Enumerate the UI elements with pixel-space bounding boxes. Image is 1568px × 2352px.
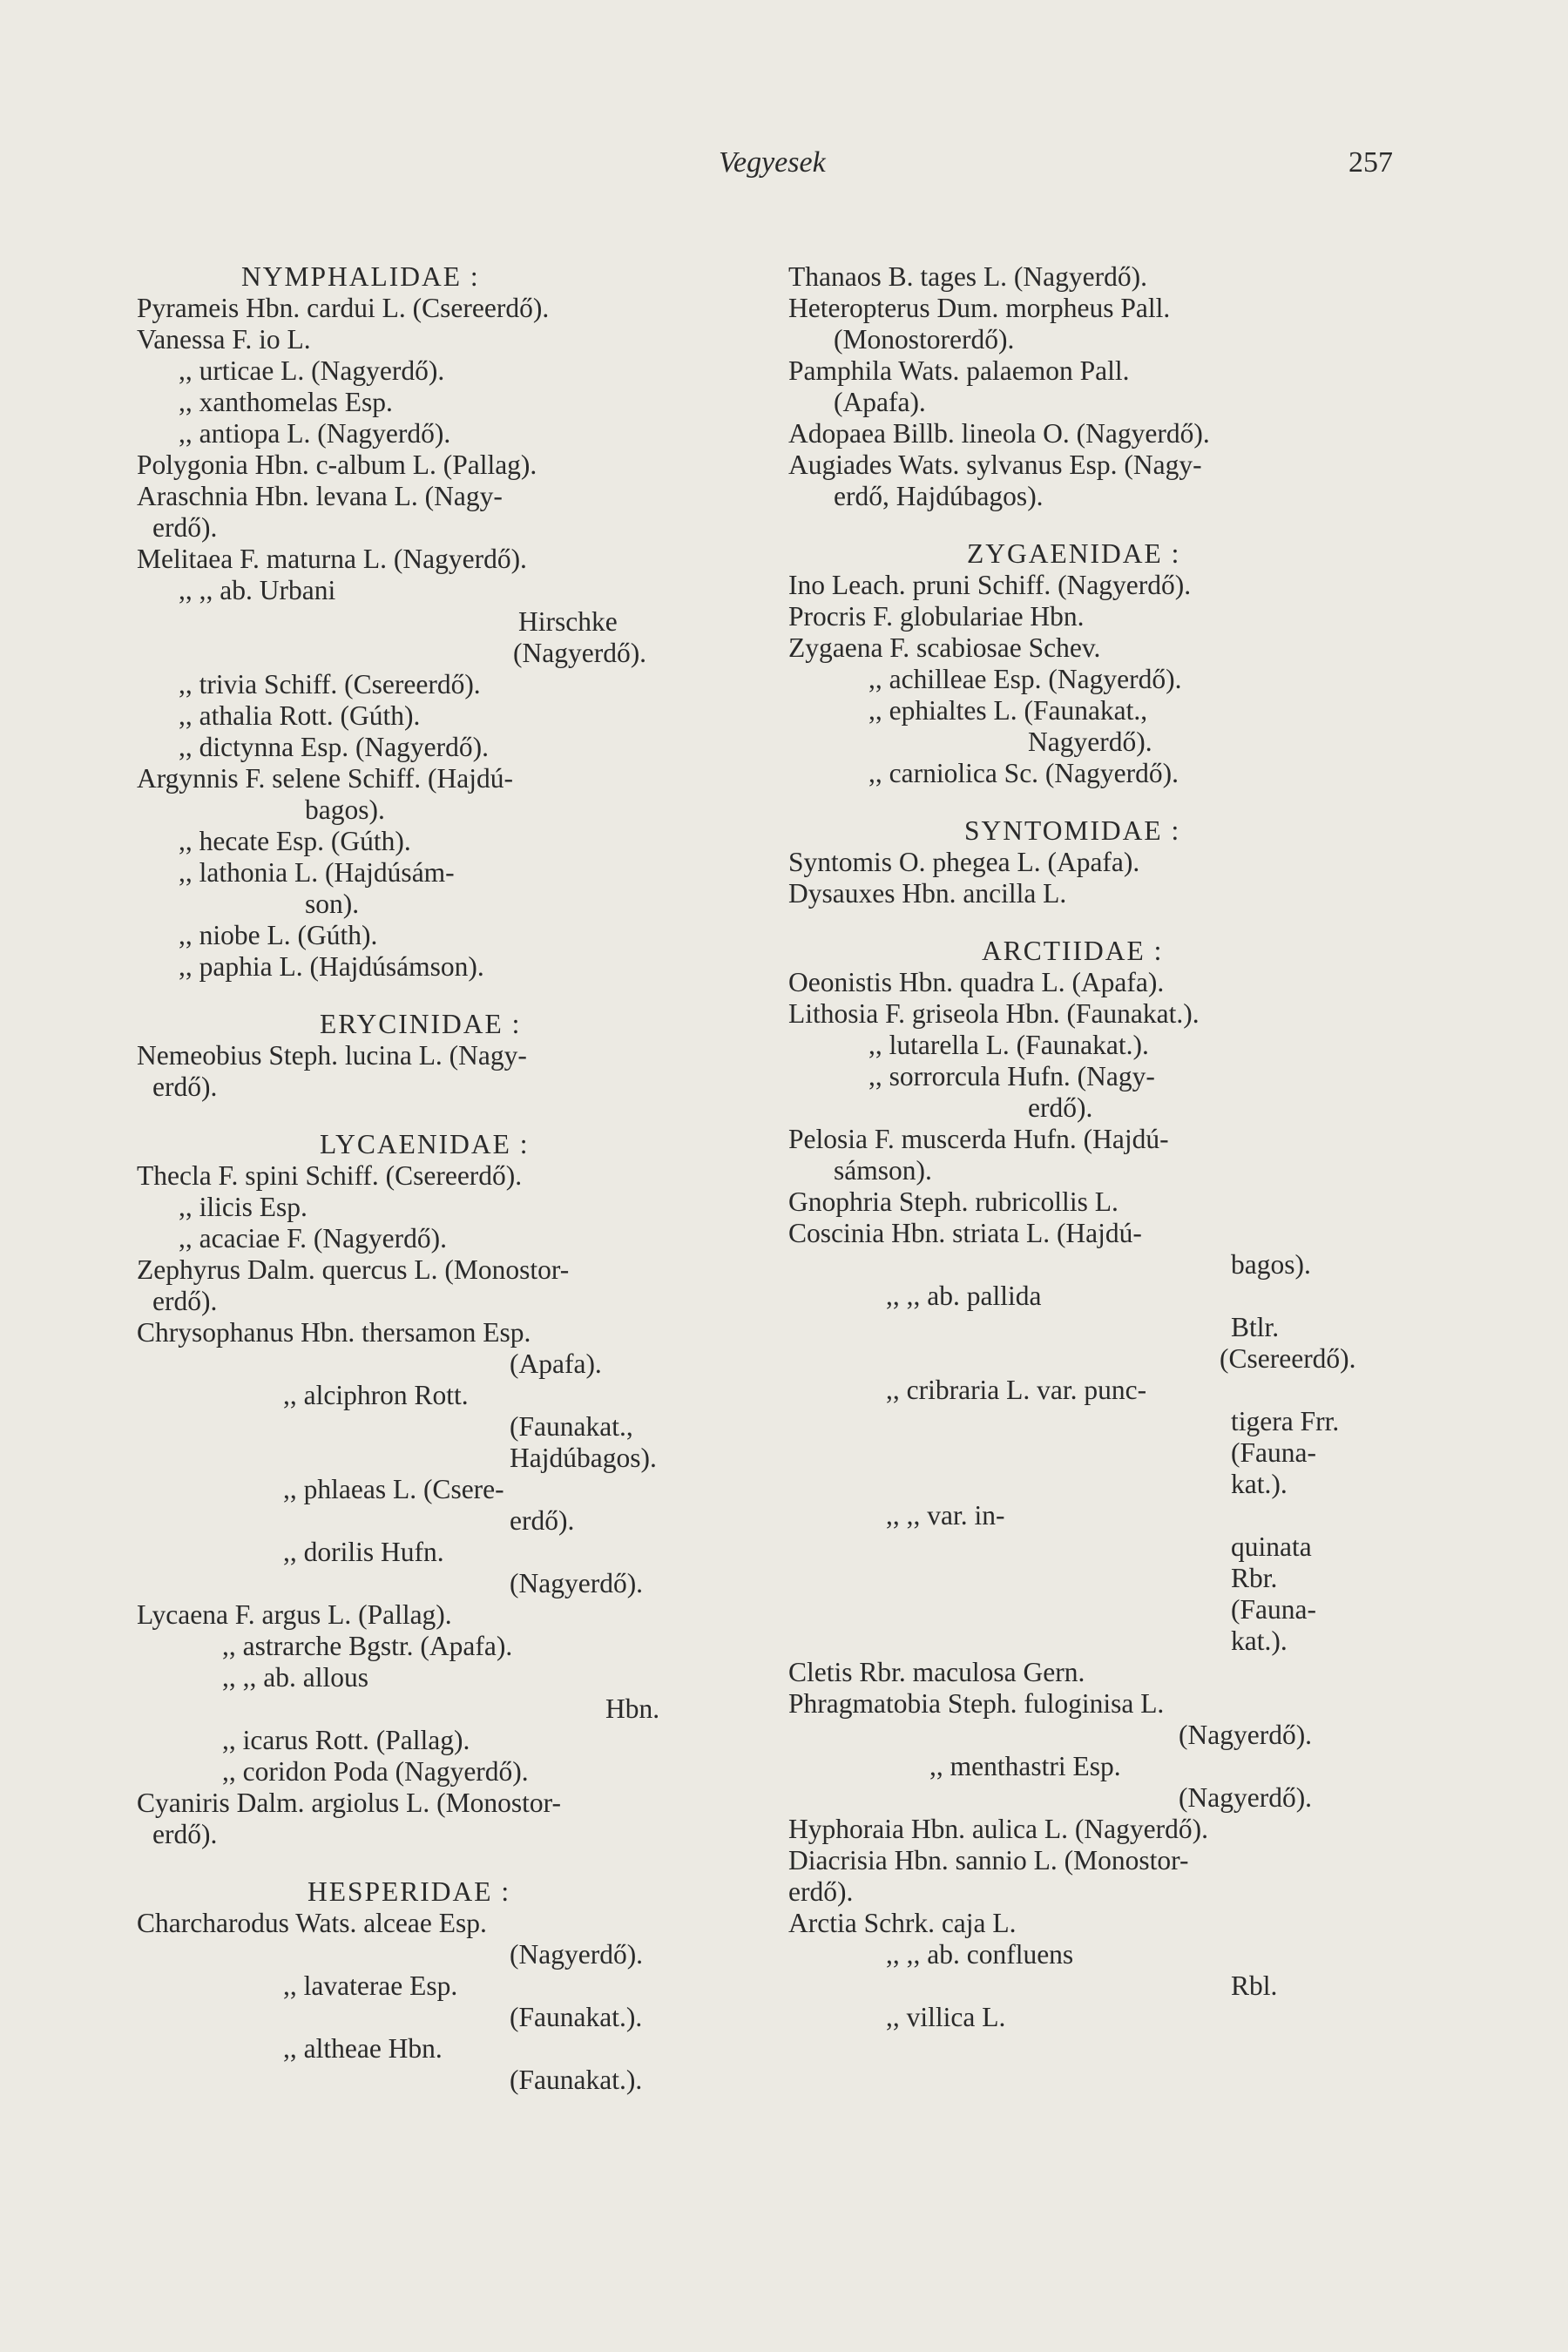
- species-line: [137, 2065, 764, 2096]
- species-line-text: Melitaea F. maturna L. (Nagyerdő).: [137, 544, 527, 574]
- species-line-text: ,, ilicis Esp.: [179, 1192, 308, 1222]
- species-line-text: bagos).: [305, 794, 385, 825]
- species-line: [137, 512, 764, 544]
- species-line: [137, 1788, 764, 1819]
- species-line: [788, 1908, 1402, 1939]
- species-line-text: erdő).: [788, 1876, 854, 1907]
- species-line: [137, 1505, 764, 1537]
- species-line-text: Araschnia Hbn. levana L. (Nagy-: [137, 481, 503, 511]
- species-line: [788, 1343, 1402, 1375]
- species-line: [788, 1406, 1402, 1437]
- species-line-text: ,, trivia Schiff. (Csereerdő).: [179, 669, 481, 700]
- species-line: [788, 481, 1402, 512]
- species-line: [137, 1908, 764, 1939]
- species-line: [788, 1845, 1402, 1876]
- species-line-text: ,, lavaterae Esp.: [283, 1970, 458, 2001]
- species-line-text: Pelosia F. muscerda Hufn. (Hajdú-: [788, 1124, 1169, 1154]
- species-line-text: Adopaea Billb. lineola O. (Nagyerdő).: [788, 418, 1210, 449]
- species-line: [788, 878, 1402, 909]
- species-line: [788, 1688, 1402, 1720]
- species-line-text: erdő).: [152, 1819, 218, 1849]
- species-line-text: ,, alciphron Rott.: [283, 1380, 469, 1410]
- species-line: [788, 758, 1402, 789]
- species-line-text: ,, xanthomelas Esp.: [179, 387, 393, 417]
- species-line-text: ,, acaciae F. (Nagyerdő).: [179, 1223, 447, 1254]
- species-line: [137, 1317, 764, 1348]
- species-line: [137, 826, 764, 857]
- species-line-text: Hajdúbagos).: [510, 1443, 657, 1473]
- species-line: [137, 1725, 764, 1756]
- species-line-text: Hyphoraia Hbn. aulica L. (Nagyerdő).: [788, 1814, 1208, 1844]
- species-line: [137, 293, 764, 324]
- species-line-text: Vanessa F. io L.: [137, 324, 311, 355]
- species-line-text: Gnophria Steph. rubricollis L.: [788, 1186, 1119, 1217]
- species-line: [788, 1249, 1402, 1281]
- species-line: [137, 324, 764, 355]
- species-line-text: Pyrameis Hbn. cardui L. (Csereerdő).: [137, 293, 550, 323]
- species-line: [137, 1040, 764, 1071]
- species-line: [137, 638, 764, 669]
- family-heading-text: NYMPHALIDAE :: [241, 261, 480, 292]
- species-line: [137, 1537, 764, 1568]
- species-line: [788, 1720, 1402, 1751]
- species-line-text: Btlr.: [1231, 1312, 1280, 1342]
- species-line: [788, 324, 1402, 355]
- species-line-text: ,, hecate Esp. (Gúth).: [179, 826, 411, 856]
- species-line: [788, 1500, 1402, 1531]
- species-line-text: ,, ,, ab. confluens: [886, 1939, 1074, 1970]
- species-line-text: ,, altheae Hbn.: [283, 2033, 443, 2064]
- species-line: [788, 1375, 1402, 1406]
- species-line: [137, 575, 764, 606]
- species-line-text: Cyaniris Dalm. argiolus L. (Monostor-: [137, 1788, 561, 1818]
- species-line-text: (Faunakat.).: [510, 2065, 643, 2095]
- species-line-text: kat.).: [1231, 1469, 1288, 1499]
- species-line-text: (Csereerdő).: [1220, 1343, 1356, 1374]
- species-line-text: Polygonia Hbn. c-album L. (Pallag).: [137, 449, 537, 480]
- family-heading-text: ARCTIIDAE :: [982, 936, 1164, 966]
- species-line: [137, 606, 764, 638]
- species-line-text: ,, astrarche Bgstr. (Apafa).: [222, 1631, 513, 1661]
- species-line: [788, 727, 1402, 758]
- species-line-text: Thecla F. spini Schiff. (Csereerdő).: [137, 1160, 523, 1191]
- species-line: [788, 1124, 1402, 1155]
- species-line-text: (Nagyerdő).: [513, 638, 647, 668]
- species-line-text: (Fauna-: [1231, 1437, 1316, 1468]
- species-line-text: erdő).: [510, 1505, 575, 1536]
- species-line: [788, 1563, 1402, 1594]
- species-line-text: Phragmatobia Steph. fuloginisa L.: [788, 1688, 1165, 1719]
- species-line-text: (Fauna-: [1231, 1594, 1316, 1625]
- section-gap: [137, 983, 764, 1009]
- species-line-text: sámson).: [834, 1155, 932, 1186]
- species-line: [788, 1814, 1402, 1845]
- species-line-text: Zephyrus Dalm. quercus L. (Monostor-: [137, 1254, 570, 1285]
- species-line: [788, 1218, 1402, 1249]
- species-line-text: Procris F. globulariae Hbn.: [788, 601, 1085, 632]
- species-line: [788, 1092, 1402, 1124]
- species-line: [788, 293, 1402, 324]
- species-line: [137, 1348, 764, 1380]
- species-line-text: Ino Leach. pruni Schiff. (Nagyerdő).: [788, 570, 1192, 600]
- species-line-text: (Apafa).: [510, 1348, 602, 1379]
- species-line: [788, 355, 1402, 387]
- running-title: Vegyesek: [719, 146, 826, 179]
- species-line: [137, 1819, 764, 1850]
- species-line: [137, 951, 764, 983]
- species-line-text: Nemeobius Steph. lucina L. (Nagy-: [137, 1040, 527, 1071]
- species-line: [788, 695, 1402, 727]
- species-line-text: Dysauxes Hbn. ancilla L.: [788, 878, 1067, 909]
- species-line: [788, 418, 1402, 449]
- species-line-text: ,, athalia Rott. (Gúth).: [179, 700, 421, 731]
- family-heading-text: HESPERIDAE :: [308, 1876, 511, 1907]
- species-line-text: tigera Frr.: [1231, 1406, 1340, 1436]
- species-line: [137, 1071, 764, 1103]
- species-line: [137, 857, 764, 889]
- species-line-text: (Monostorerdő).: [834, 324, 1015, 355]
- species-line: [137, 1756, 764, 1788]
- section-gap: [137, 1103, 764, 1129]
- section-gap: [137, 1850, 764, 1876]
- species-line: [788, 1625, 1402, 1657]
- species-line: [137, 1631, 764, 1662]
- species-line: [137, 1474, 764, 1505]
- species-line: [788, 967, 1402, 998]
- species-line: [137, 1939, 764, 1970]
- species-line: [788, 1970, 1402, 2002]
- species-line-text: Lithosia F. griseola Hbn. (Faunakat.).: [788, 998, 1200, 1029]
- species-line: [788, 632, 1402, 664]
- species-line: [788, 1594, 1402, 1625]
- species-line-text: Rbr.: [1231, 1563, 1278, 1593]
- species-line: [137, 1443, 764, 1474]
- species-line: [788, 570, 1402, 601]
- species-line: [788, 1531, 1402, 1563]
- family-heading-text: ERYCINIDAE :: [320, 1009, 522, 1039]
- species-line-text: quinata: [1231, 1531, 1312, 1562]
- species-line: [137, 1970, 764, 2002]
- species-line: [137, 355, 764, 387]
- species-line: [137, 544, 764, 575]
- species-line: [137, 449, 764, 481]
- species-line-text: ,, urticae L. (Nagyerdő).: [179, 355, 445, 386]
- species-line-text: Charcharodus Wats. alceae Esp.: [137, 1908, 487, 1938]
- species-line-text: Nagyerdő).: [1028, 727, 1152, 757]
- species-line-text: kat.).: [1231, 1625, 1288, 1656]
- species-line-text: Heteropterus Dum. morpheus Pall.: [788, 293, 1171, 323]
- species-line: [137, 732, 764, 763]
- species-line: [137, 1254, 764, 1286]
- species-line: [788, 1061, 1402, 1092]
- species-line: [137, 1160, 764, 1192]
- family-heading: [137, 1876, 764, 1908]
- species-line-text: (Nagyerdő).: [510, 1939, 644, 1970]
- species-line-text: ,, villica L.: [886, 2002, 1006, 2032]
- family-heading: [788, 936, 1402, 967]
- species-line: [137, 2033, 764, 2065]
- right-column: [788, 261, 1402, 2033]
- species-line-text: ,, cribraria L. var. punc-: [886, 1375, 1147, 1405]
- species-line-text: Coscinia Hbn. striata L. (Hajdú-: [788, 1218, 1142, 1248]
- page-number: 257: [1348, 146, 1393, 179]
- species-line-text: ,, icarus Rott. (Pallag).: [222, 1725, 470, 1755]
- species-line: [137, 481, 764, 512]
- species-line-text: (Nagyerdő).: [510, 1568, 644, 1598]
- species-line-text: ,, phlaeas L. (Csere-: [283, 1474, 504, 1504]
- family-heading: [788, 815, 1402, 847]
- species-line: [137, 1286, 764, 1317]
- species-line-text: bagos).: [1231, 1249, 1311, 1280]
- species-line: [788, 1030, 1402, 1061]
- species-line-text: ,, sorrorcula Hufn. (Nagy-: [868, 1061, 1155, 1092]
- species-line: [788, 601, 1402, 632]
- species-line-text: Argynnis F. selene Schiff. (Hajdú-: [137, 763, 514, 794]
- species-line: [788, 1437, 1402, 1469]
- species-line: [137, 763, 764, 794]
- species-line: [788, 847, 1402, 878]
- species-line: [788, 664, 1402, 695]
- species-line: [788, 2002, 1402, 2033]
- species-line: [788, 1186, 1402, 1218]
- section-gap: [788, 789, 1402, 815]
- species-line-text: ,, niobe L. (Gúth).: [179, 920, 378, 950]
- species-line-text: (Apafa).: [834, 387, 926, 417]
- species-line-text: son).: [305, 889, 360, 919]
- family-heading: [137, 261, 764, 293]
- species-line-text: (Nagyerdő).: [1179, 1782, 1313, 1813]
- species-line: [788, 261, 1402, 293]
- species-line: [788, 1469, 1402, 1500]
- species-line-text: ,, menthastri Esp.: [929, 1751, 1121, 1781]
- species-line: [137, 700, 764, 732]
- species-line-text: erdő).: [152, 512, 218, 543]
- species-line-text: (Faunakat.,: [510, 1411, 633, 1442]
- species-line-text: Hbn.: [605, 1693, 660, 1724]
- species-line: [137, 889, 764, 920]
- species-line-text: ,, ephialtes L. (Faunakat.,: [868, 695, 1148, 726]
- left-column: [137, 261, 764, 2096]
- species-line-text: ,, ,, ab. Urbani: [179, 575, 336, 605]
- family-heading: [137, 1129, 764, 1160]
- species-line-text: ,, coridon Poda (Nagyerdő).: [222, 1756, 529, 1787]
- section-gap: [788, 512, 1402, 538]
- species-line: [137, 920, 764, 951]
- species-line-text: ,, ,, var. in-: [886, 1500, 1005, 1531]
- species-line: [137, 418, 764, 449]
- species-line-text: ,, ,, ab. pallida: [886, 1281, 1042, 1311]
- species-line: [137, 1599, 764, 1631]
- species-line-text: Chrysophanus Hbn. thersamon Esp.: [137, 1317, 531, 1348]
- species-line: [137, 1568, 764, 1599]
- species-line: [788, 998, 1402, 1030]
- species-line-text: Diacrisia Hbn. sannio L. (Monostor-: [788, 1845, 1189, 1876]
- species-line-text: Cletis Rbr. maculosa Gern.: [788, 1657, 1085, 1687]
- family-heading-text: SYNTOMIDAE :: [964, 815, 1181, 846]
- species-line: [137, 2002, 764, 2033]
- species-line-text: Lycaena F. argus L. (Pallag).: [137, 1599, 452, 1630]
- species-line-text: Zygaena F. scabiosae Schev.: [788, 632, 1101, 663]
- species-line-text: erdő, Hajdúbagos).: [834, 481, 1044, 511]
- species-line: [137, 669, 764, 700]
- section-gap: [788, 909, 1402, 936]
- species-line: [137, 1380, 764, 1411]
- family-heading: [788, 538, 1402, 570]
- species-line-text: ,, carniolica Sc. (Nagyerdő).: [868, 758, 1179, 788]
- species-line-text: Thanaos B. tages L. (Nagyerdő).: [788, 261, 1147, 292]
- species-line: [788, 1312, 1402, 1343]
- species-line-text: ,, paphia L. (Hajdúsámson).: [179, 951, 484, 982]
- family-heading: [137, 1009, 764, 1040]
- species-line-text: Pamphila Wats. palaemon Pall.: [788, 355, 1130, 386]
- species-line-text: (Nagyerdő).: [1179, 1720, 1313, 1750]
- family-heading-text: ZYGAENIDAE :: [967, 538, 1181, 569]
- species-line: [137, 387, 764, 418]
- species-line-text: Arctia Schrk. caja L.: [788, 1908, 1017, 1938]
- species-line: [137, 1223, 764, 1254]
- species-line: [137, 1192, 764, 1223]
- family-heading-text: LYCAENIDAE :: [320, 1129, 530, 1159]
- species-line-text: Augiades Wats. sylvanus Esp. (Nagy-: [788, 449, 1202, 480]
- species-line-text: erdő).: [152, 1286, 218, 1316]
- species-line-text: Oeonistis Hbn. quadra L. (Apafa).: [788, 967, 1165, 997]
- species-line-text: ,, achilleae Esp. (Nagyerdő).: [868, 664, 1182, 694]
- species-line: [788, 1281, 1402, 1312]
- species-line-text: ,, dorilis Hufn.: [283, 1537, 444, 1567]
- species-line: [788, 1939, 1402, 1970]
- species-line: [137, 794, 764, 826]
- species-line-text: (Faunakat.).: [510, 2002, 643, 2032]
- page-header: [0, 0, 1568, 192]
- species-line-text: ,, antiopa L. (Nagyerdő).: [179, 418, 451, 449]
- species-line-text: Syntomis O. phegea L. (Apafa).: [788, 847, 1140, 877]
- species-line: [137, 1411, 764, 1443]
- species-line-text: ,, lathonia L. (Hajdúsám-: [179, 857, 455, 888]
- species-line-text: Hirschke: [518, 606, 618, 637]
- species-line-text: erdő).: [152, 1071, 218, 1102]
- species-line-text: ,, ,, ab. allous: [222, 1662, 368, 1693]
- species-line: [788, 1782, 1402, 1814]
- species-line-text: ,, dictynna Esp. (Nagyerdő).: [179, 732, 490, 762]
- species-line: [788, 1751, 1402, 1782]
- species-line: [788, 387, 1402, 418]
- species-line-text: erdő).: [1028, 1092, 1093, 1123]
- species-line: [788, 449, 1402, 481]
- species-line: [137, 1693, 764, 1725]
- species-line-text: Rbl.: [1231, 1970, 1278, 2001]
- species-line: [788, 1657, 1402, 1688]
- species-line: [788, 1876, 1402, 1908]
- species-line: [788, 1155, 1402, 1186]
- species-line: [137, 1662, 764, 1693]
- species-line-text: ,, lutarella L. (Faunakat.).: [868, 1030, 1149, 1060]
